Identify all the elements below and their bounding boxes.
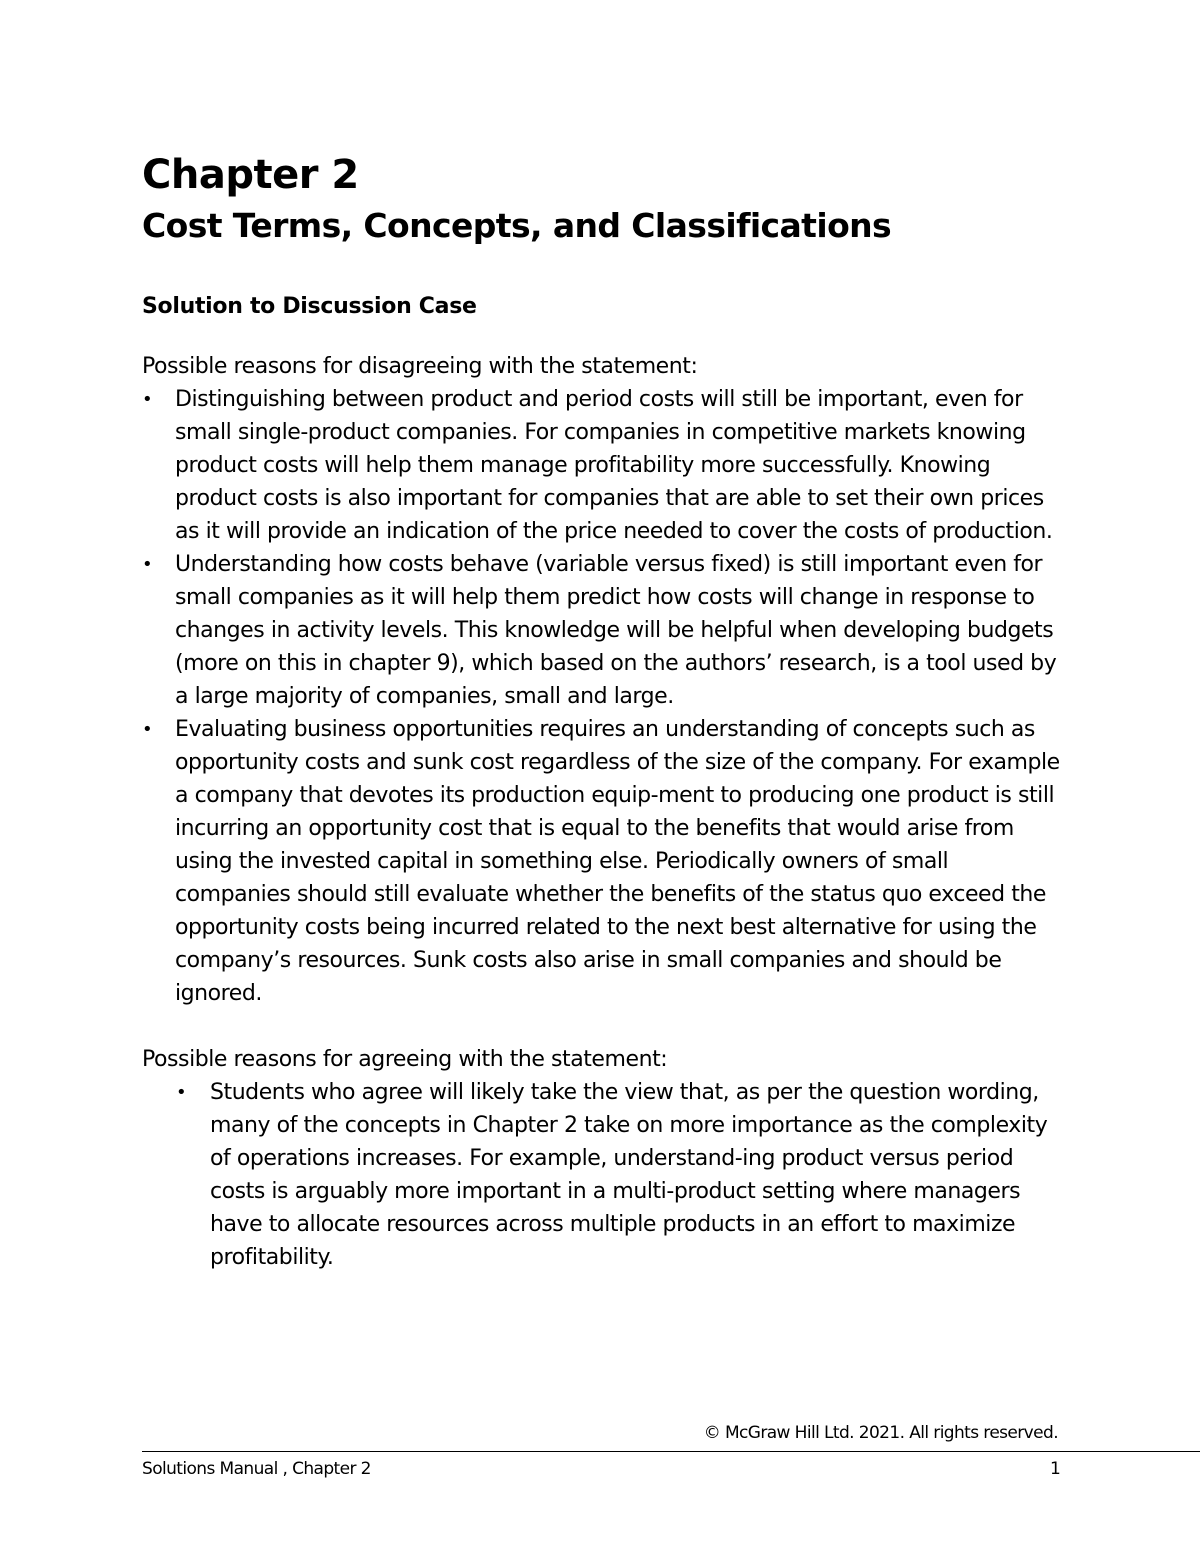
chapter-subtitle: Cost Terms, Concepts, and Classifications: [142, 206, 892, 245]
list-item: [142, 713, 1062, 1010]
footer-divider: [142, 1451, 1200, 1452]
bullet-icon: •: [142, 554, 153, 575]
bullet-icon: •: [142, 719, 153, 740]
footer-document-label: Solutions Manual , Chapter 2: [142, 1459, 371, 1479]
bullet-text: Evaluating business opportunities requires an understanding of concepts such as opportunity costs and sunk cost regardless of the size of the company. For example a company that devotes its production equip-ment to producing one product is still incurring an opportunity cost that is equal to the benefits that would arise from using the invested capital in something else. Periodically owners of small companies should still evaluate whether the benefits of the status quo exceed the opportunity costs being incurred related to the next best alternative for using the company’s resources. Sunk costs also arise in small companies and should be ignored.: [175, 717, 1060, 1006]
chapter-title: Chapter 2: [142, 152, 359, 198]
bullet-text: Distinguishing between product and period costs will still be important, even for small single-product companies. For companies in competitive markets knowing product costs will help them manage profitability more successfully. Knowing product costs is also important for companies that are able to set their own prices as it will provide an indication of the price needed to cover the costs of production.: [175, 387, 1053, 544]
agree-bullet-list: [142, 1076, 1062, 1274]
bullet-text: Understanding how costs behave (variable versus fixed) is still important even for small companies as it will help them predict how costs will change in response to changes in activity levels. This knowledge will be helpful when developing budgets (more on this in chapter 9), which based on the authors’ research, is a tool used by a large majority of companies, small and large.: [175, 552, 1057, 709]
bullet-text: Students who agree will likely take the view that, as per the question wording, many of the concepts in Chapter 2 take on more importance as the complexity of operations increases. For example, understand-ing product versus period costs is arguably more important in a multi-product setting where managers have to allocate resources across multiple products in an effort to maximize profitability.: [210, 1080, 1048, 1270]
list-item: [142, 383, 1062, 548]
list-item: [142, 548, 1062, 713]
list-item: [142, 1076, 1062, 1274]
copyright-notice: © McGraw Hill Ltd. 2021. All rights reserved.: [703, 1423, 1058, 1443]
bullet-icon: •: [142, 389, 153, 410]
document-page: [142, 150, 1062, 1274]
disagree-intro: Possible reasons for disagreeing with the statement:: [142, 354, 698, 379]
page-number: 1: [1050, 1459, 1061, 1479]
agree-intro: Possible reasons for agreeing with the statement:: [142, 1047, 668, 1072]
section-heading: Solution to Discussion Case: [142, 294, 477, 319]
bullet-icon: •: [176, 1082, 187, 1103]
disagree-bullet-list: [142, 383, 1062, 1010]
